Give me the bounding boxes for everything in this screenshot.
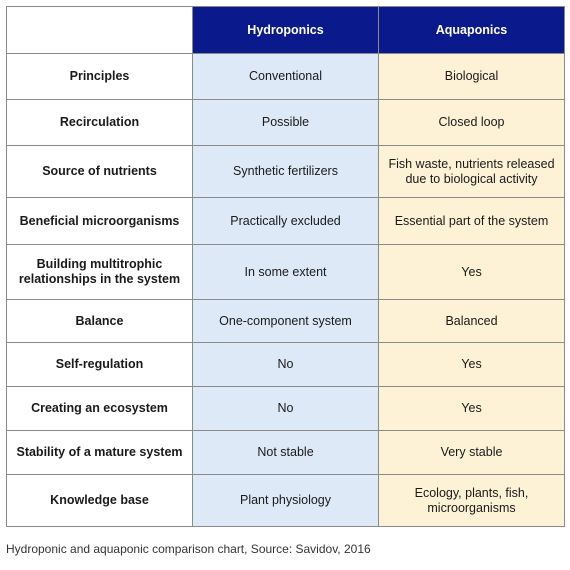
hydroponics-cell: Possible [193,100,379,146]
table-caption: Hydroponic and aquaponic comparison chart, Source: Savidov, 2016 [6,542,371,556]
header-row [7,7,565,54]
header-aquaponics: Aquaponics [379,7,565,54]
hydroponics-cell: Synthetic fertilizers [193,146,379,198]
aquaponics-cell: Yes [379,245,565,300]
table-row [7,146,565,198]
row-label: Principles [7,54,193,100]
aquaponics-cell: Yes [379,343,565,387]
row-label: Self-regulation [7,343,193,387]
hydroponics-cell: In some extent [193,245,379,300]
header-hydroponics: Hydroponics [193,7,379,54]
aquaponics-cell: Ecology, plants, fish, microorganisms [379,475,565,527]
comparison-table [6,6,565,527]
row-label: Knowledge base [7,475,193,527]
aquaponics-cell: Balanced [379,300,565,343]
hydroponics-cell: No [193,387,379,431]
table-row [7,475,565,527]
hydroponics-cell: No [193,343,379,387]
hydroponics-cell: One-component system [193,300,379,343]
row-label: Recirculation [7,100,193,146]
row-label: Balance [7,300,193,343]
hydroponics-cell: Practically excluded [193,198,379,245]
row-label: Stability of a mature system [7,431,193,475]
aquaponics-cell: Yes [379,387,565,431]
row-label: Beneficial microorganisms [7,198,193,245]
header-corner-cell [7,7,193,54]
hydroponics-cell: Conventional [193,54,379,100]
table-row [7,343,565,387]
aquaponics-cell: Essential part of the system [379,198,565,245]
aquaponics-cell: Biological [379,54,565,100]
table-row [7,431,565,475]
hydroponics-cell: Plant physiology [193,475,379,527]
hydroponics-cell: Not stable [193,431,379,475]
aquaponics-cell: Closed loop [379,100,565,146]
row-label: Creating an ecosystem [7,387,193,431]
table-row [7,54,565,100]
aquaponics-cell: Fish waste, nutrients released due to biological activity [379,146,565,198]
aquaponics-cell: Very stable [379,431,565,475]
row-label: Source of nutrients [7,146,193,198]
row-label: Building multitrophic relationships in the system [7,245,193,300]
table-row [7,300,565,343]
table-row [7,245,565,300]
table-row [7,198,565,245]
table-row [7,100,565,146]
table-row [7,387,565,431]
